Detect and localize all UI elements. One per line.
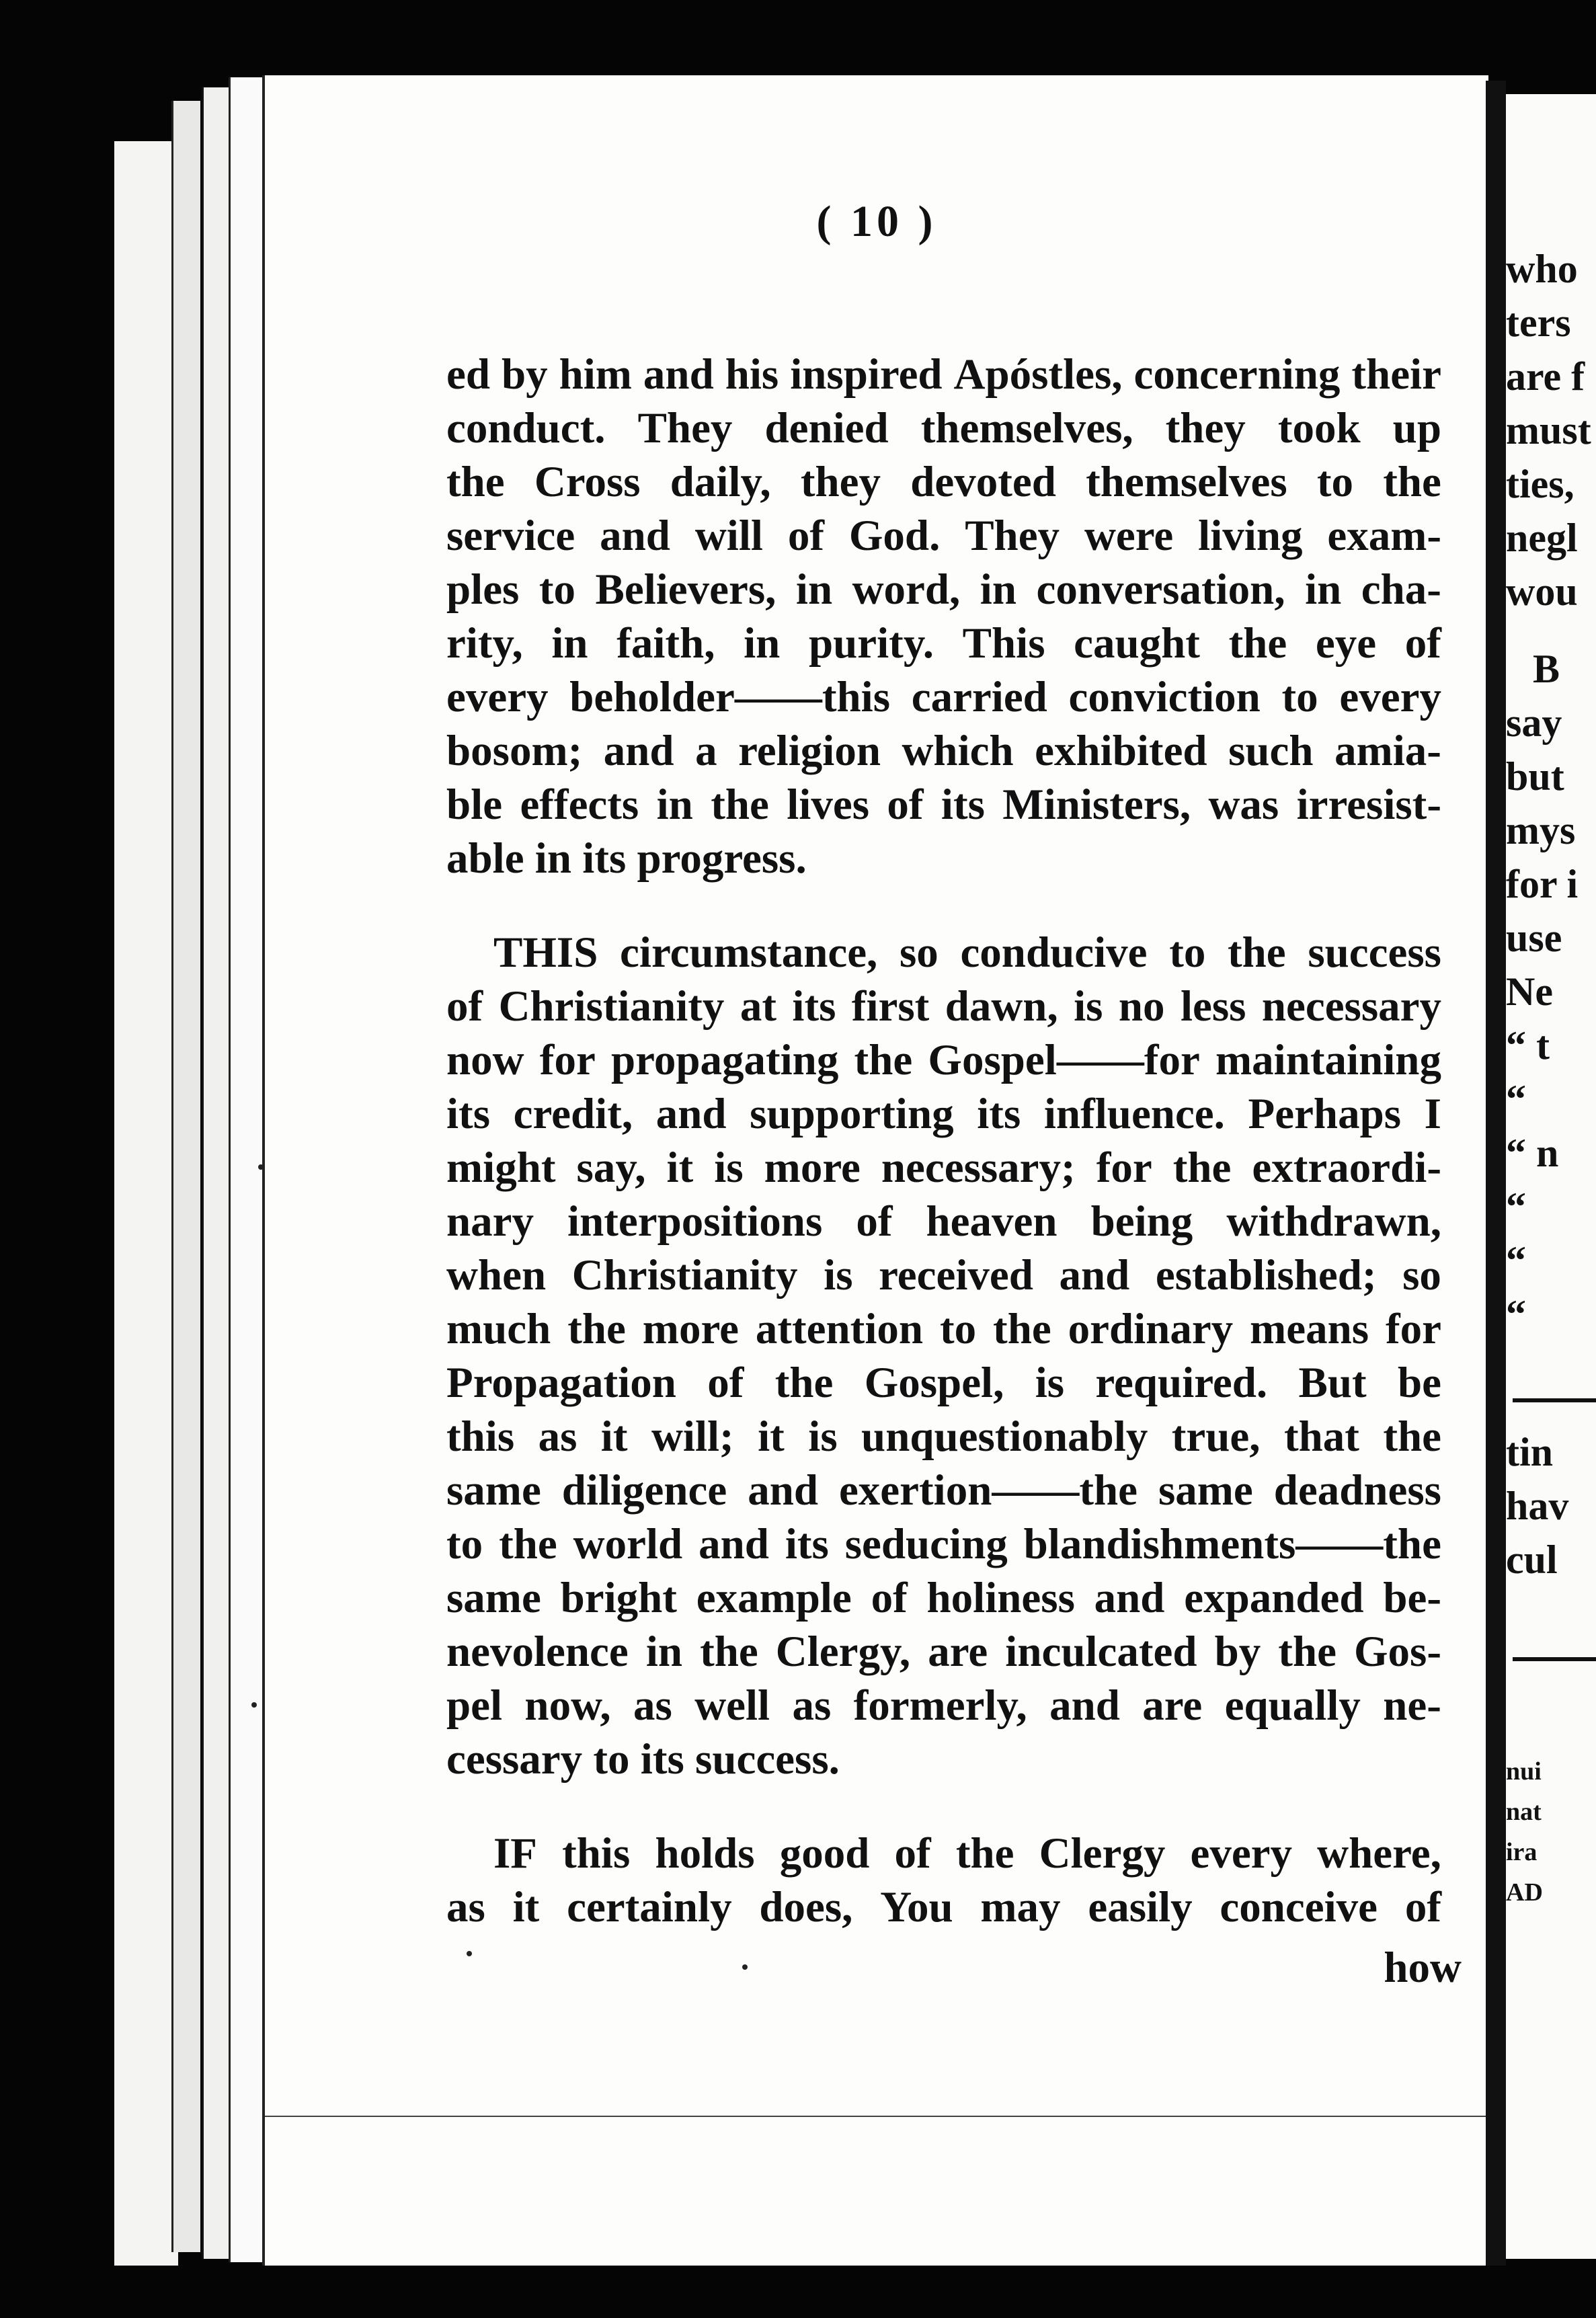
text-line: IF this holds good of the Clergy every where, — [493, 1829, 1441, 1878]
text-line: THIS circumstance, so conducive to the success — [493, 928, 1441, 977]
facing-text-fragment: ties, — [1506, 462, 1574, 506]
text-line: when Christianity is received and established; so — [446, 1251, 1441, 1300]
scan-speck — [742, 1964, 748, 1970]
text-line: cessary to its success. — [446, 1735, 840, 1784]
text-line: nary interpositions of heaven being withdrawn, — [446, 1197, 1441, 1246]
facing-text-fragment: “ — [1506, 1238, 1526, 1283]
facing-text-fragment: cul — [1506, 1537, 1558, 1582]
text-line: Propagation of the Gospel, is required. But be — [446, 1359, 1441, 1407]
facing-text-fragment: “ n — [1506, 1131, 1559, 1175]
text-line: service and will of God. They were living exam- — [446, 512, 1441, 560]
text-line: nevolence in the Clergy, are inculcated by the Gos- — [446, 1628, 1441, 1676]
facing-text-fragment: but — [1506, 754, 1564, 799]
page-gutter-shadow — [1486, 81, 1506, 2266]
text-line: might say, it is more necessary; for the extraordi- — [446, 1144, 1441, 1192]
text-line: able in its progress. — [446, 834, 807, 883]
page-bottom-rule — [265, 2116, 1488, 2117]
facing-text-fragment: AD — [1506, 1878, 1543, 1907]
facing-text-fragment: hav — [1506, 1484, 1569, 1528]
facing-rule — [1513, 1657, 1596, 1661]
catchword: how — [1384, 1944, 1462, 1992]
paragraph-3 — [446, 1827, 1441, 1934]
facing-text-fragment: use — [1506, 916, 1562, 960]
page-number: ( 10 ) — [816, 197, 937, 246]
text-line: the Cross daily, they devoted themselves to the — [446, 458, 1441, 506]
text-line: of Christianity at its first dawn, is no less necessary — [446, 982, 1441, 1031]
text-line: to the world and its seducing blandishments——the — [446, 1520, 1441, 1568]
book-page — [262, 75, 1488, 2266]
page-edge-strip — [114, 141, 178, 2266]
facing-text-fragment: negl — [1506, 516, 1578, 560]
facing-text-fragment: “ — [1506, 1292, 1526, 1336]
facing-text-fragment: ira — [1506, 1838, 1538, 1866]
facing-text-fragment: wou — [1506, 569, 1578, 614]
text-line: pel now, as well as formerly, and are equally ne- — [446, 1681, 1441, 1730]
facing-text-fragment: nui — [1506, 1757, 1542, 1786]
facing-text-fragment: say — [1506, 701, 1562, 745]
text-line: now for propagating the Gospel——for maintaining — [446, 1036, 1441, 1084]
text-line: ples to Believers, in word, in conversation, in cha- — [446, 565, 1441, 614]
facing-text-fragment: for i — [1506, 862, 1579, 906]
text-line: same bright example of holiness and expanded be- — [446, 1574, 1441, 1622]
facing-text-fragment: mys — [1506, 808, 1576, 852]
facing-text-fragment: who — [1506, 247, 1578, 291]
text-line: bosom; and a religion which exhibited such amia- — [446, 727, 1441, 775]
facing-text-fragment: are f — [1506, 354, 1585, 399]
text-line: this as it will; it is unquestionably true, that the — [446, 1412, 1441, 1461]
facing-text-fragment: must — [1506, 408, 1591, 452]
facing-page — [1506, 94, 1596, 2259]
paragraph-2 — [446, 926, 1441, 1786]
text-line: same diligence and exertion——the same deadness — [446, 1466, 1441, 1515]
facing-text-fragment: “ — [1506, 1185, 1526, 1229]
facing-text-fragment: tin — [1506, 1430, 1554, 1474]
paragraph-1 — [446, 348, 1441, 885]
text-line: conduct. They denied themselves, they took up — [446, 404, 1441, 452]
facing-text-fragment: “ — [1506, 1077, 1526, 1121]
text-line: much the more attention to the ordinary means for — [446, 1305, 1441, 1353]
text-line: ble effects in the lives of its Ministers, was irresist- — [446, 781, 1441, 829]
text-line: its credit, and supporting its influence. Perhaps I — [446, 1090, 1441, 1138]
facing-text-fragment: Ne — [1506, 969, 1553, 1014]
facing-text-fragment: “ t — [1506, 1023, 1550, 1068]
text-line: rity, in faith, in purity. This caught the eye of — [446, 619, 1441, 668]
scan-speck — [251, 1702, 257, 1708]
facing-text-fragment: B — [1533, 647, 1560, 691]
text-line: ed by him and his inspired Apóstles, concerning their — [446, 350, 1441, 399]
scan-speck — [467, 1951, 472, 1956]
page-edge-strip — [229, 77, 264, 2262]
page-edge-strip — [171, 101, 200, 2252]
text-line: as it certainly does, You may easily conceive of — [446, 1883, 1441, 1931]
facing-text-fragment: ters — [1506, 301, 1571, 345]
scan-speck — [258, 1164, 264, 1170]
facing-text-fragment: nat — [1506, 1798, 1542, 1826]
text-line: every beholder——this carried conviction to every — [446, 673, 1441, 721]
facing-rule — [1513, 1398, 1596, 1402]
